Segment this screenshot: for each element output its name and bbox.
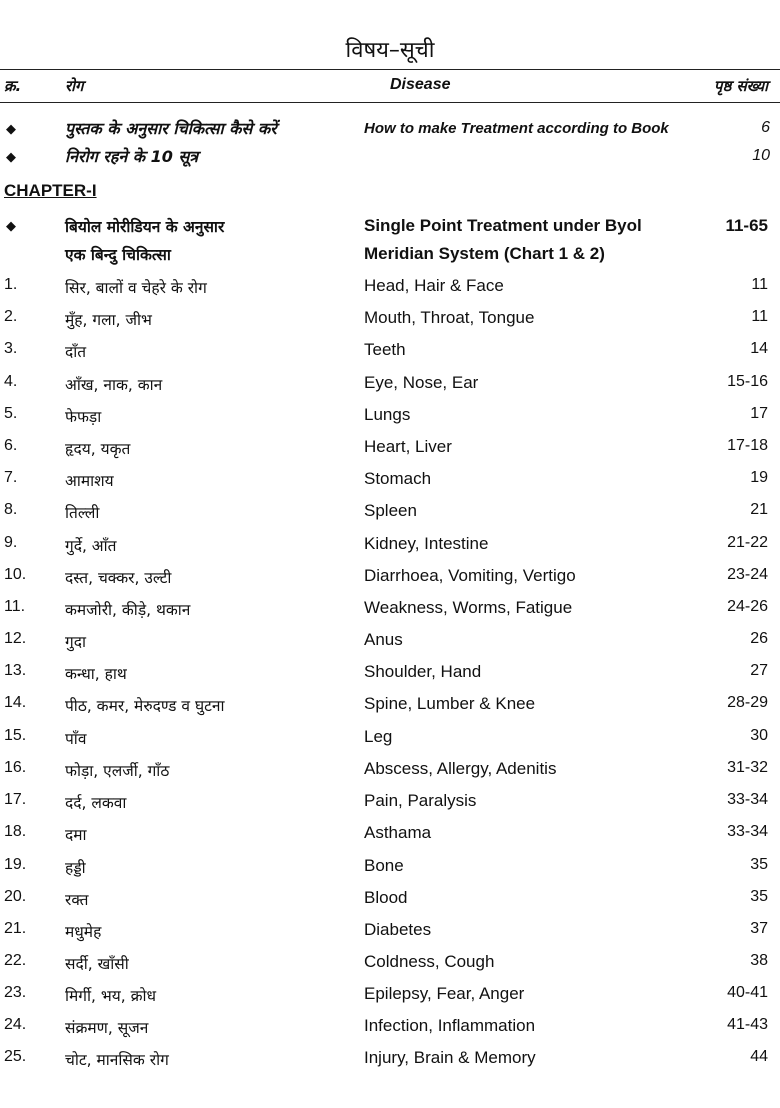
row-english: Asthama [364,823,432,842]
row-number: 21. [4,920,27,937]
bullet-icon: ◆ [6,121,16,136]
row-hindi: मधुमेह [65,923,102,941]
toc-row [0,630,780,658]
header-top-rule [0,69,780,70]
intro-hindi: निरोग रहने के 10 सूत्र [65,147,199,166]
intro-english: How to make Treatment according to Book [364,120,669,137]
toc-row [0,662,780,690]
header-num: क्र. [4,77,22,95]
row-english: Leg [364,727,393,746]
row-number: 1. [4,276,18,293]
row-english: Heart, Liver [364,437,452,456]
row-page: 40-41 [727,984,768,1001]
row-page: 19 [750,469,768,486]
row-english: Blood [364,888,408,907]
row-number: 4. [4,373,18,390]
row-english: Teeth [364,340,406,359]
row-number: 15. [4,727,27,744]
row-english: Pain, Paralysis [364,791,477,810]
toc-row [0,566,780,594]
row-page: 41-43 [727,1016,768,1033]
row-page: 28-29 [727,694,768,711]
toc-row [0,469,780,497]
intro-page: 6 [761,119,770,136]
row-english: Bone [364,856,404,875]
section-english-line2: Meridian System (Chart 1 & 2) [364,244,605,263]
toc-row [0,437,780,465]
row-page: 33-34 [727,823,768,840]
toc-row [0,308,780,336]
row-hindi: दस्त, चक्कर, उल्टी [65,569,172,587]
toc-row [0,920,780,948]
header-disease-hindi: रोग [65,77,84,95]
row-hindi: सर्दी, खाँसी [65,955,129,973]
toc-row [0,823,780,851]
row-number: 16. [4,759,27,776]
row-english: Diabetes [364,920,432,939]
row-hindi: मुँह, गला, जीभ [65,311,152,329]
row-number: 9. [4,534,18,551]
row-english: Kidney, Intestine [364,534,489,553]
toc-row [0,791,780,819]
row-hindi: रक्त [65,891,89,909]
toc-row [0,598,780,626]
row-page: 21 [750,501,768,518]
header-page: पृष्ठ संख्या [713,77,768,95]
row-number: 3. [4,340,18,357]
row-hindi: दाँत [65,343,87,361]
row-number: 17. [4,791,27,808]
row-number: 22. [4,952,27,969]
toc-row [0,856,780,884]
row-english: Mouth, Throat, Tongue [364,308,535,327]
row-english: Shoulder, Hand [364,662,482,681]
toc-row [0,276,780,304]
row-english: Spine, Lumber & Knee [364,694,536,713]
row-page: 35 [750,856,768,873]
row-number: 10. [4,566,27,583]
row-page: 30 [750,727,768,744]
section-page: 11-65 [725,216,768,235]
toc-row [0,340,780,368]
row-hindi: दर्द, लकवा [65,794,127,812]
toc-row [0,984,780,1012]
row-number: 24. [4,1016,27,1033]
toc-row [0,1048,780,1076]
row-english: Lungs [364,405,411,424]
row-page: 27 [750,662,768,679]
row-hindi: कमजोरी, कीड़े, थकान [65,601,191,619]
row-page: 31-32 [727,759,768,776]
toc-row [0,727,780,755]
row-number: 11. [4,598,26,615]
row-number: 20. [4,888,27,905]
row-number: 14. [4,694,27,711]
toc-row [0,888,780,916]
section-hindi-line1: बियोल मोरीडियन के अनुसार [65,218,225,236]
row-english: Weakness, Worms, Fatigue [364,598,573,617]
row-english: Stomach [364,469,432,488]
row-hindi: पाँव [65,730,87,748]
row-english: Eye, Nose, Ear [364,373,479,392]
row-english: Injury, Brain & Memory [364,1048,536,1067]
row-page: 17 [750,405,768,422]
row-number: 6. [4,437,18,454]
row-number: 18. [4,823,27,840]
header-disease-english: Disease [390,76,451,93]
row-hindi: फेफड़ा [65,408,102,426]
row-number: 25. [4,1048,27,1065]
section-hindi-line2: एक बिन्दु चिकित्सा [65,246,171,264]
header-bottom-rule [0,102,780,103]
row-hindi: गुर्दे, आँत [65,537,117,555]
row-page: 24-26 [727,598,768,615]
row-english: Infection, Inflammation [364,1016,536,1035]
row-page: 26 [750,630,768,647]
row-number: 2. [4,308,18,325]
row-english: Anus [364,630,403,649]
chapter-heading: CHAPTER-I [4,181,97,200]
toc-row [0,1016,780,1044]
row-hindi: कन्धा, हाथ [65,665,127,683]
row-hindi: दमा [65,826,87,844]
intro-page: 10 [752,147,770,164]
row-page: 15-16 [727,373,768,390]
toc-row [0,952,780,980]
row-hindi: हड्डी [65,859,86,877]
row-english: Spleen [364,501,417,520]
row-page: 21-22 [727,534,768,551]
row-number: 5. [4,405,18,422]
intro-hindi: पुस्तक के अनुसार चिकित्सा कैसे करें [65,119,277,138]
row-page: 35 [750,888,768,905]
toc-row [0,373,780,401]
toc-row [0,501,780,529]
row-hindi: संक्रमण, सूजन [65,1019,149,1037]
row-number: 23. [4,984,27,1001]
row-hindi: पीठ, कमर, मेरुदण्ड व घुटना [65,697,225,715]
row-english: Epilepsy, Fear, Anger [364,984,525,1003]
row-number: 7. [4,469,18,486]
toc-row [0,405,780,433]
row-hindi: गुदा [65,633,86,651]
toc-row [0,694,780,722]
row-hindi: आमाशय [65,472,114,490]
row-page: 14 [750,340,768,357]
row-page: 11 [751,276,768,293]
row-number: 13. [4,662,27,679]
row-page: 23-24 [727,566,768,583]
row-hindi: सिर, बालों व चेहरे के रोग [65,279,207,297]
row-english: Diarrhoea, Vomiting, Vertigo [364,566,576,585]
row-hindi: हृदय, यकृत [65,440,131,458]
toc-row [0,759,780,787]
section-english-line1: Single Point Treatment under Byol [364,216,642,235]
row-page: 44 [750,1048,768,1065]
row-page: 37 [750,920,768,937]
row-english: Abscess, Allergy, Adenitis [364,759,557,778]
row-hindi: मिर्गी, भय, क्रोध [65,987,157,1005]
row-page: 38 [750,952,768,969]
row-number: 8. [4,501,18,518]
row-hindi: आँख, नाक, कान [65,376,163,394]
page-title: विषय–सूची [345,38,435,63]
row-hindi: चोट, मानसिक रोग [65,1051,169,1069]
row-english: Head, Hair & Face [364,276,504,295]
row-number: 19. [4,856,27,873]
row-number: 12. [4,630,27,647]
row-hindi: तिल्ली [65,504,100,522]
row-english: Coldness, Cough [364,952,495,971]
row-page: 17-18 [727,437,768,454]
row-page: 11 [751,308,768,325]
row-page: 33-34 [727,791,768,808]
bullet-icon: ◆ [6,149,16,164]
row-hindi: फोड़ा, एलर्जी, गाँठ [65,762,170,780]
toc-row [0,534,780,562]
bullet-icon: ◆ [6,218,16,233]
